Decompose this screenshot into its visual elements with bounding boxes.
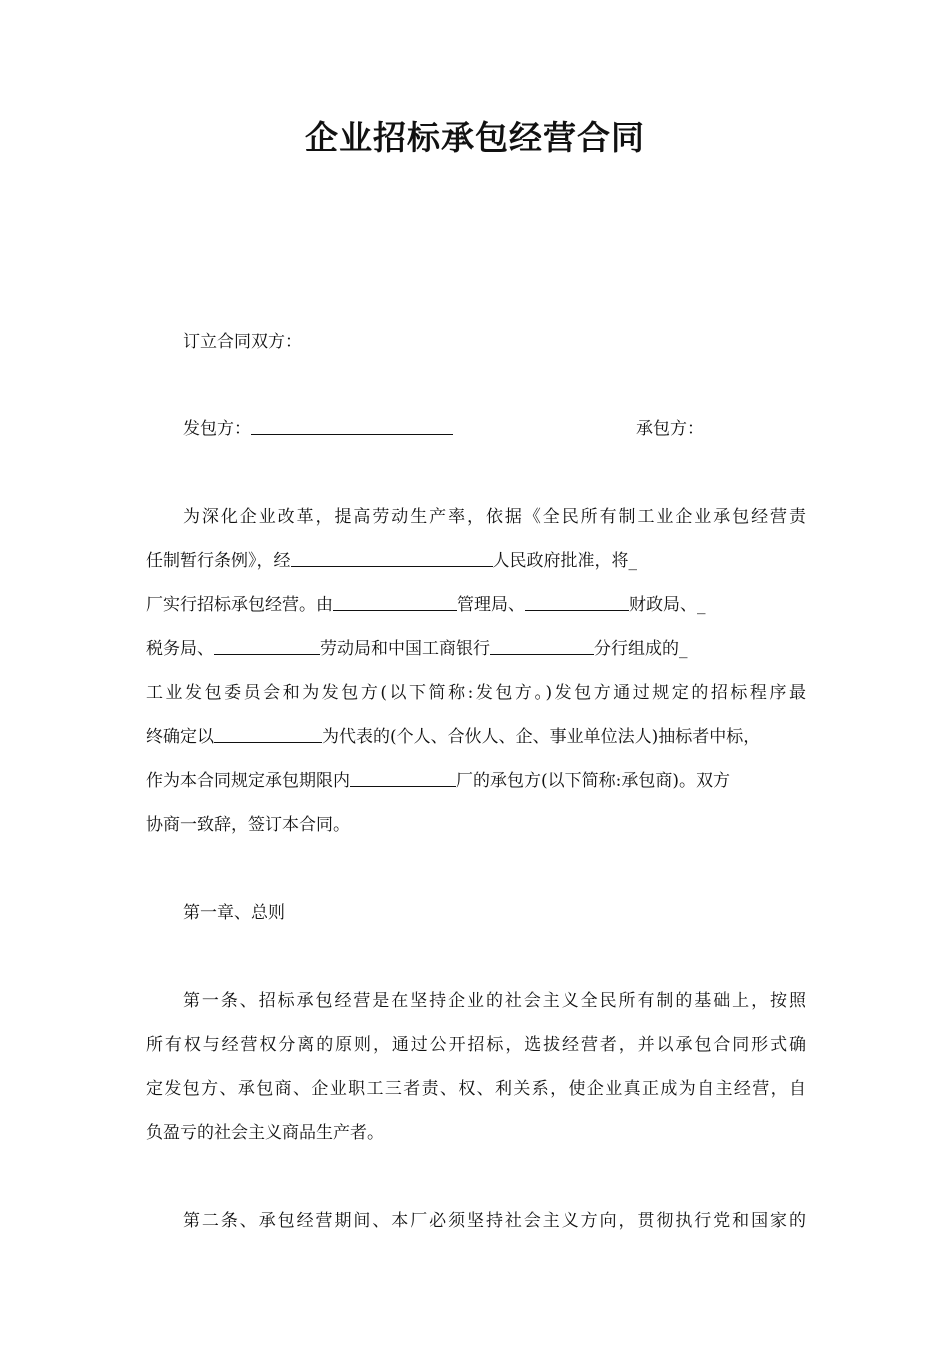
finance-bureau-blank[interactable] [525, 593, 629, 611]
preamble-line-5: 工业发包委员会和为发包方(以下简称:发包方。)发包方通过规定的招标程序最 [146, 683, 806, 703]
preamble-line-6 [146, 718, 806, 756]
representative-blank[interactable] [214, 725, 322, 743]
article-1-line-4: 负盈亏的社会主义商品生产者。 [146, 1123, 384, 1143]
preamble-line-3 [146, 586, 806, 624]
preamble-line-8: 协商一致辞，签订本合同。 [146, 815, 350, 835]
preamble-text: 厂的承包方(以下简称:承包商)。双方 [456, 771, 730, 791]
employer-party [183, 410, 453, 448]
preamble-line-2 [146, 542, 806, 580]
management-bureau-blank[interactable] [333, 593, 457, 611]
preamble-text: 任制暂行条例》，经 [146, 551, 291, 571]
chapter-heading: 第一章、总则 [183, 903, 285, 923]
document-title: 企业招标承包经营合同 [305, 118, 645, 157]
preamble-line-4 [146, 630, 806, 668]
labor-bureau-blank[interactable] [214, 637, 320, 655]
preamble-text: 税务局、 [146, 639, 214, 659]
preamble-text: 管理局、 [457, 595, 525, 615]
article-1-line-1: 第一条、招标承包经营是在坚持企业的社会主义全民所有制的基础上，按照 [183, 991, 806, 1011]
preamble-text: 分行组成的_ [594, 639, 688, 659]
preamble-text: 财政局、_ [629, 595, 706, 615]
preamble-text: 作为本合同规定承包期限内 [146, 771, 350, 791]
preamble-text: 终确定以 [146, 727, 214, 747]
contractor-party [636, 410, 704, 448]
factory-blank[interactable] [350, 769, 456, 787]
article-2-line-1: 第二条、承包经营期间、本厂必须坚持社会主义方向，贯彻执行党和国家的 [183, 1211, 806, 1231]
preamble-text: 人民政府批准，将_ [492, 551, 637, 571]
bank-branch-blank[interactable] [490, 637, 594, 655]
preamble-text: 为代表的(个人、合伙人、企、事业单位法人)抽标者中标， [322, 727, 761, 747]
government-blank[interactable] [291, 549, 493, 567]
preamble-line-7 [146, 762, 806, 800]
employer-label: 发包方： [183, 419, 251, 439]
article-1-line-2: 所有权与经营权分离的原则，通过公开招标，选拔经营者，并以承包合同形式确 [146, 1035, 806, 1055]
employer-blank[interactable] [251, 417, 453, 435]
preamble-text: 劳动局和中国工商银行 [320, 639, 490, 659]
article-1-line-3: 定发包方、承包商、企业职工三者责、权、利关系，使企业真正成为自主经营，自 [146, 1079, 806, 1099]
preamble-line-1: 为深化企业改革，提高劳动生产率，依据《全民所有制工业企业承包经营责 [183, 507, 806, 527]
intro-line: 订立合同双方： [183, 332, 302, 352]
preamble-text: 厂实行招标承包经营。由 [146, 595, 333, 615]
contractor-label: 承包方： [636, 419, 704, 439]
